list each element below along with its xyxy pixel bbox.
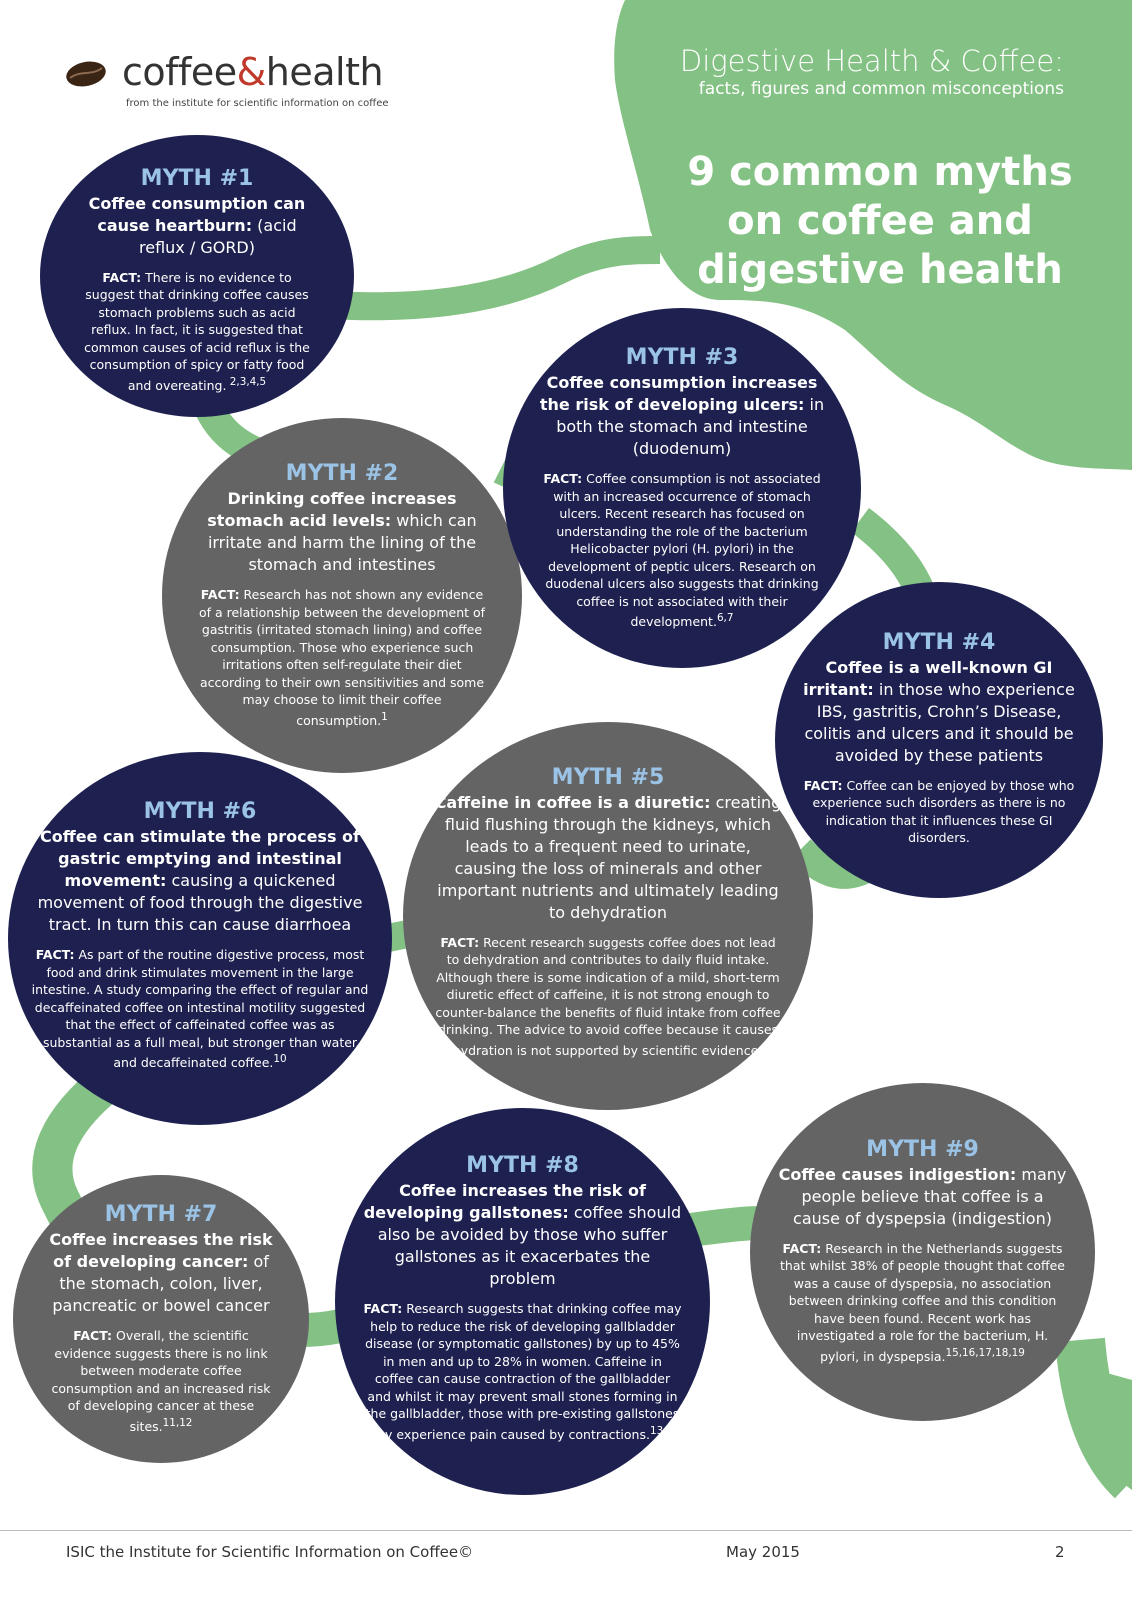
myth-6-circle [8, 752, 392, 1125]
myth-fact: FACT: As part of the routine digestive process, most food and drink stimulates movement in the large intestine. A study comparing the effect of regular and decaffeinated coffee on intestinal motility suggested that the effect of caffeinated coffee was as substantial as a full meal, but stronger than water and decaffeinated coffee.$^{10}$ [31, 947, 369, 1071]
myth-claim: Coffee increases the risk of developing cancer: of the stomach, colon, liver, pancreatic or bowel cancer [49, 1230, 273, 1316]
myth-fact: FACT: Research suggests that drinking coffee may help to reduce the risk of developing gallbladder disease (or symptomatic gallstones) by up to 45% in men and up to 28% in women. Caffeine in coffee can cause contraction of the gallbladder and whilst it may prevent small stones forming in the gallbladder, those with pre-existing gallstones may experience pain caused by contractions.$^{13,14}$ [363, 1301, 682, 1443]
myth-label: MYTH #6 [143, 799, 257, 825]
logo-tagline: from the institute for scientific information on coffee [126, 98, 389, 109]
page-number: 2 [1055, 1543, 1065, 1561]
myth-fact: FACT: Research in the Netherlands suggests that whilst 38% of people thought that coffee was a cause of dyspepsia, no association between drinking coffee and this condition have been found. Recent work has investigated a role for the bacterium, H. pylori, in dyspepsia.$^{15,16,17,18,19}$ [780, 1240, 1065, 1364]
myth-fact: FACT: There is no evidence to suggest that drinking coffee causes stomach problems such as acid reflux. In fact, it is suggested that common causes of acid reflux is the consumption of spicy or fatty food and overeating. $^{2,3,4,5}$ [84, 269, 310, 393]
logo [62, 52, 402, 122]
myth-claim: Coffee increases the risk of developing gallstones: coffee should also be avoided by those who suffer gallstones as it exacerbates the problem [363, 1181, 682, 1289]
myth-7-circle [13, 1175, 309, 1463]
myth-claim: Coffee consumption increases the risk of developing ulcers: in both the stomach and intestine (duodenum) [539, 373, 825, 459]
footer-organization: ISIC the Institute for Scientific Information on Coffee© [66, 1543, 474, 1561]
myth-claim: Coffee causes indigestion: many people believe that coffee is a cause of dyspepsia (indigestion) [778, 1164, 1067, 1228]
myth-fact: FACT: Research has not shown any evidence of a relationship between the development of gastritis (irritated stomach lining) and coffee consumption. Those who experience such irritations often self-regulate their diet according to their own sensitivities and some may choose to limit their coffee consumption.$^1$ [198, 587, 486, 729]
myth-fact: FACT: Recent research suggests coffee does not lead to dehydration and contributes to daily fluid intake. Although there is some indication of a mild, short-term diuretic effect of caffeine, it is not strong enough to counter-balance the benefits of fluid intake from coffee drinking. The advice to avoid coffee because it causes dehydration is not supported by scientific evidence.$^{8,9}$ [435, 934, 781, 1058]
myth-fact: FACT: Overall, the scientific evidence suggests there is no link between moderate coffee consumption and an increased risk of developing cancer at these sites.$^{11,12}$ [51, 1328, 271, 1435]
headline: 9 common myths on coffee and digestive health [687, 149, 1073, 293]
myth-claim: Drinking coffee increases stomach acid levels: which can irritate and harm the lining of the stomach and intestines [207, 489, 477, 575]
myth-2-circle [162, 418, 522, 773]
myth-label: MYTH #7 [104, 1202, 218, 1228]
myth-label: MYTH #5 [551, 764, 665, 790]
myth-claim: Coffee consumption can cause heartburn: (acid reflux / GORD) [88, 193, 306, 257]
myth-claim: Coffee is a well-known GI irritant: in those who experience IBS, gastritis, Crohn’s Disease, colitis and ulcers and it should be avoided by these patients [803, 657, 1075, 765]
myth-label: MYTH #2 [285, 461, 399, 487]
myth-3-circle [503, 308, 861, 668]
myth-claim: Caffeine in coffee is a diuretic: creating fluid flushing through the kidneys, which leads to a frequent need to urinate, causing the loss of minerals and other important nutrients and ultimately leading to dehydration [434, 792, 782, 922]
myth-label: MYTH #9 [866, 1136, 979, 1162]
myth-label: MYTH #8 [466, 1153, 579, 1179]
coffee-bean-icon [64, 58, 108, 88]
footer-divider [0, 1530, 1132, 1531]
header [680, 44, 1064, 100]
myth-4-circle [775, 582, 1103, 898]
myth-fact: FACT: Coffee consumption is not associated with an increased occurrence of stomach ulcers. Recent research has focused on understanding the role of the bacterium Helicobacter pylori (H. pylori) in the development of peptic ulcers. Research on duodenal ulcers also suggests that drinking coffee is not associated with their development.$^{6,7}$ [543, 471, 821, 630]
myth-label: MYTH #1 [140, 165, 254, 191]
myth-5-circle [403, 722, 813, 1110]
myth-fact: FACT: Coffee can be enjoyed by those who experience such disorders as there is no indication that it influences these GI disorders. [803, 777, 1075, 845]
page-title: Digestive Health & Coffee: [679, 44, 1064, 78]
page-subtitle: facts, figures and common misconceptions [698, 79, 1064, 99]
myth-claim: Coffee can stimulate the process of gastric emptying and intestinal movement: causing a quickened movement of food through the digestive tract. In turn this can cause diarrhoea [37, 827, 363, 935]
myth-1-circle [40, 135, 354, 417]
footer-date: May 2015 [726, 1543, 800, 1561]
logo-wordmark: coffee&health [122, 50, 384, 94]
myth-label: MYTH #4 [882, 629, 996, 655]
myth-9-circle [750, 1083, 1095, 1421]
myth-label: MYTH #3 [625, 345, 739, 371]
myth-8-circle [335, 1108, 710, 1495]
